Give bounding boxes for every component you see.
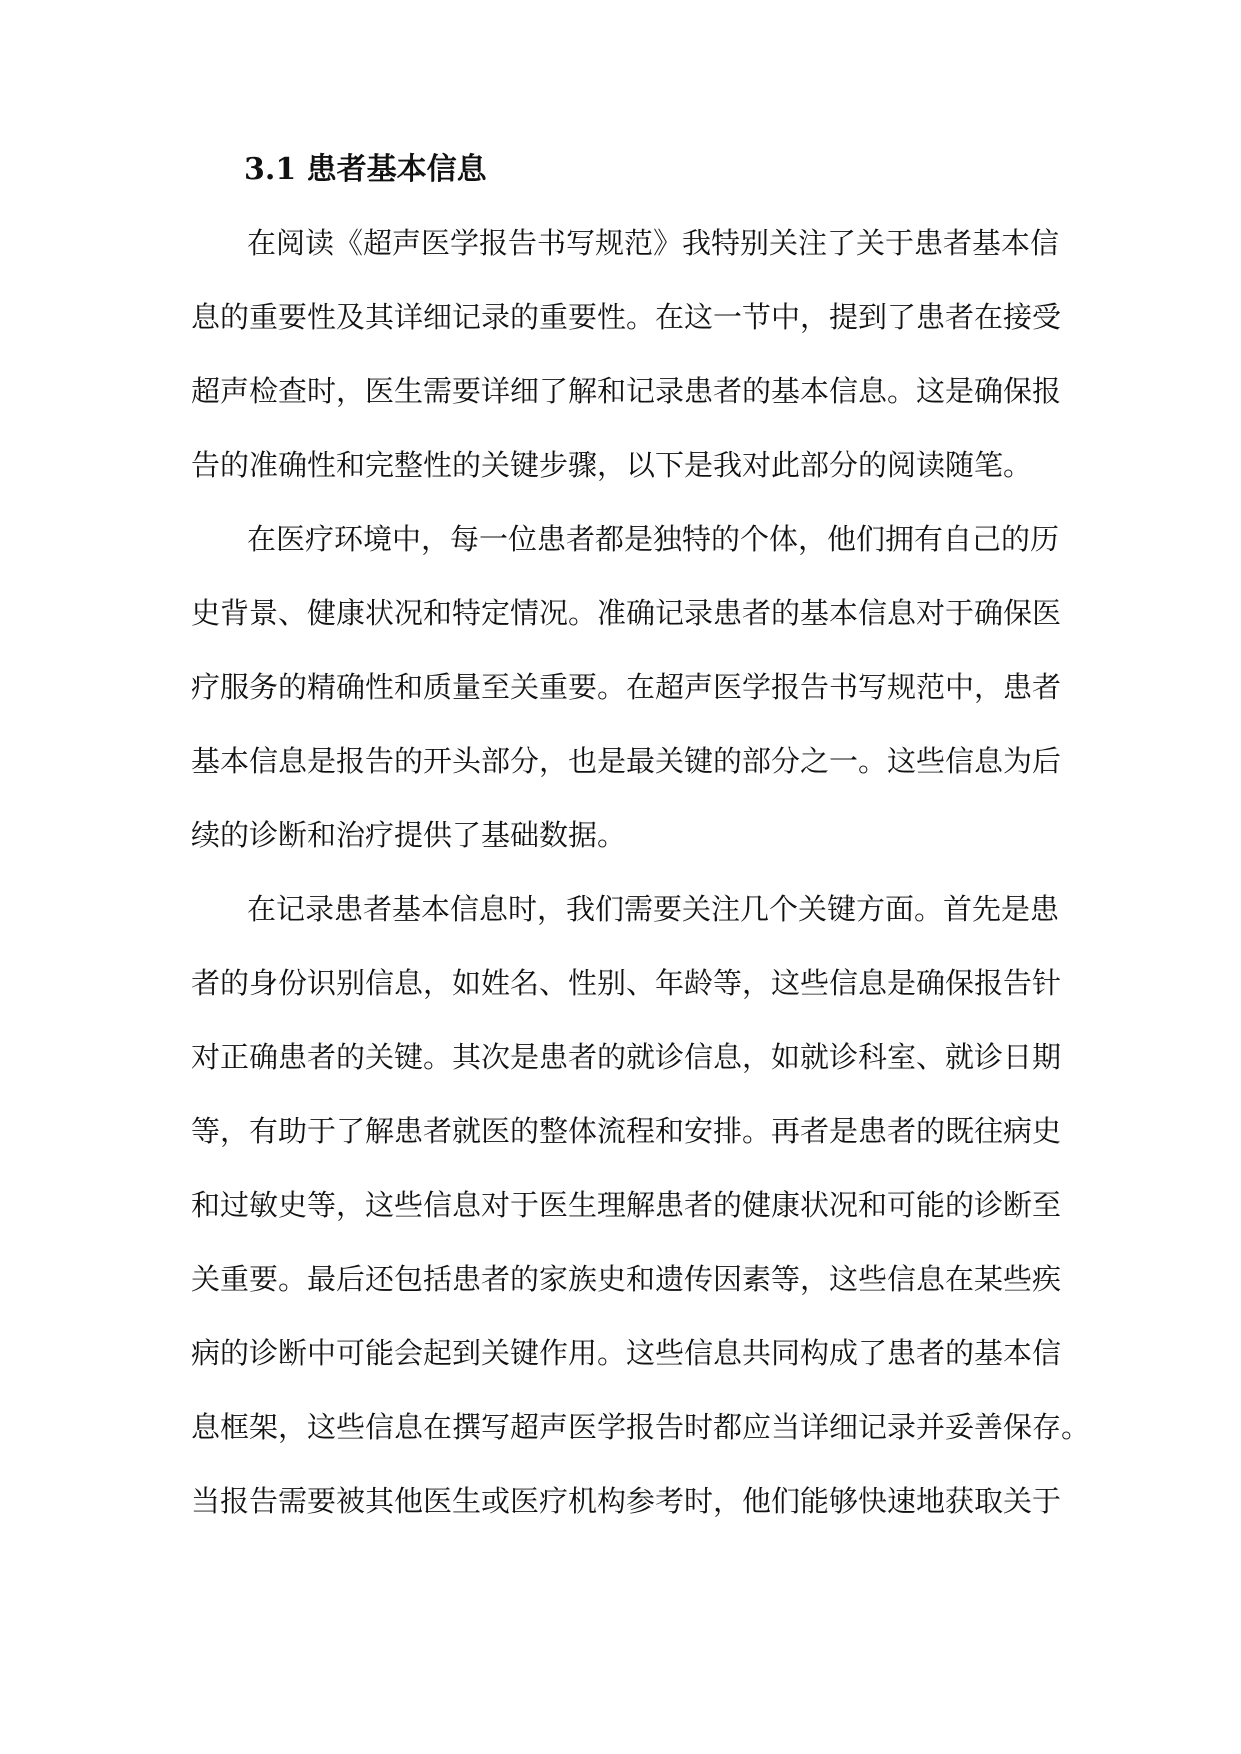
text-line: 疗服务的精确性和质量至关重要。在超声医学报告书写规范中，患者 xyxy=(191,670,1062,704)
text-line: 当报告需要被其他医生或医疗机构参考时，他们能够快速地获取关于 xyxy=(191,1484,1062,1518)
text-line: 对正确患者的关键。其次是患者的就诊信息，如就诊科室、就诊日期 xyxy=(191,1040,1062,1074)
text-line: 基本信息是报告的开头部分，也是最关键的部分之一。这些信息为后 xyxy=(191,744,1062,778)
text-line: 者的身份识别信息，如姓名、性别、年龄等，这些信息是确保报告针 xyxy=(191,966,1062,1000)
text-line: 在记录患者基本信息时，我们需要关注几个关键方面。首先是患 xyxy=(247,892,1060,926)
text-line: 续的诊断和治疗提供了基础数据。 xyxy=(191,818,627,852)
text-line: 息的重要性及其详细记录的重要性。在这一节中，提到了患者在接受 xyxy=(191,300,1062,334)
text-line: 和过敏史等，这些信息对于医生理解患者的健康状况和可能的诊断至 xyxy=(191,1188,1062,1222)
text-line: 史背景、健康状况和特定情况。准确记录患者的基本信息对于确保医 xyxy=(191,596,1062,630)
section-heading: 3.1 患者基本信息 xyxy=(244,152,487,187)
text-line: 病的诊断中可能会起到关键作用。这些信息共同构成了患者的基本信 xyxy=(191,1336,1062,1370)
text-line: 等，有助于了解患者就医的整体流程和安排。再者是患者的既往病史 xyxy=(191,1114,1062,1148)
text-line: 超声检查时，医生需要详细了解和记录患者的基本信息。这是确保报 xyxy=(191,374,1062,408)
text-line: 在阅读《超声医学报告书写规范》我特别关注了关于患者基本信 xyxy=(247,226,1060,260)
text-line: 告的准确性和完整性的关键步骤，以下是我对此部分的阅读随笔。 xyxy=(191,448,1033,482)
text-line: 息框架，这些信息在撰写超声医学报告时都应当详细记录并妥善保存。 xyxy=(191,1410,1091,1444)
text-line: 在医疗环境中，每一位患者都是独特的个体，他们拥有自己的历 xyxy=(247,522,1060,556)
text-line: 关重要。最后还包括患者的家族史和遗传因素等，这些信息在某些疾 xyxy=(191,1262,1062,1296)
